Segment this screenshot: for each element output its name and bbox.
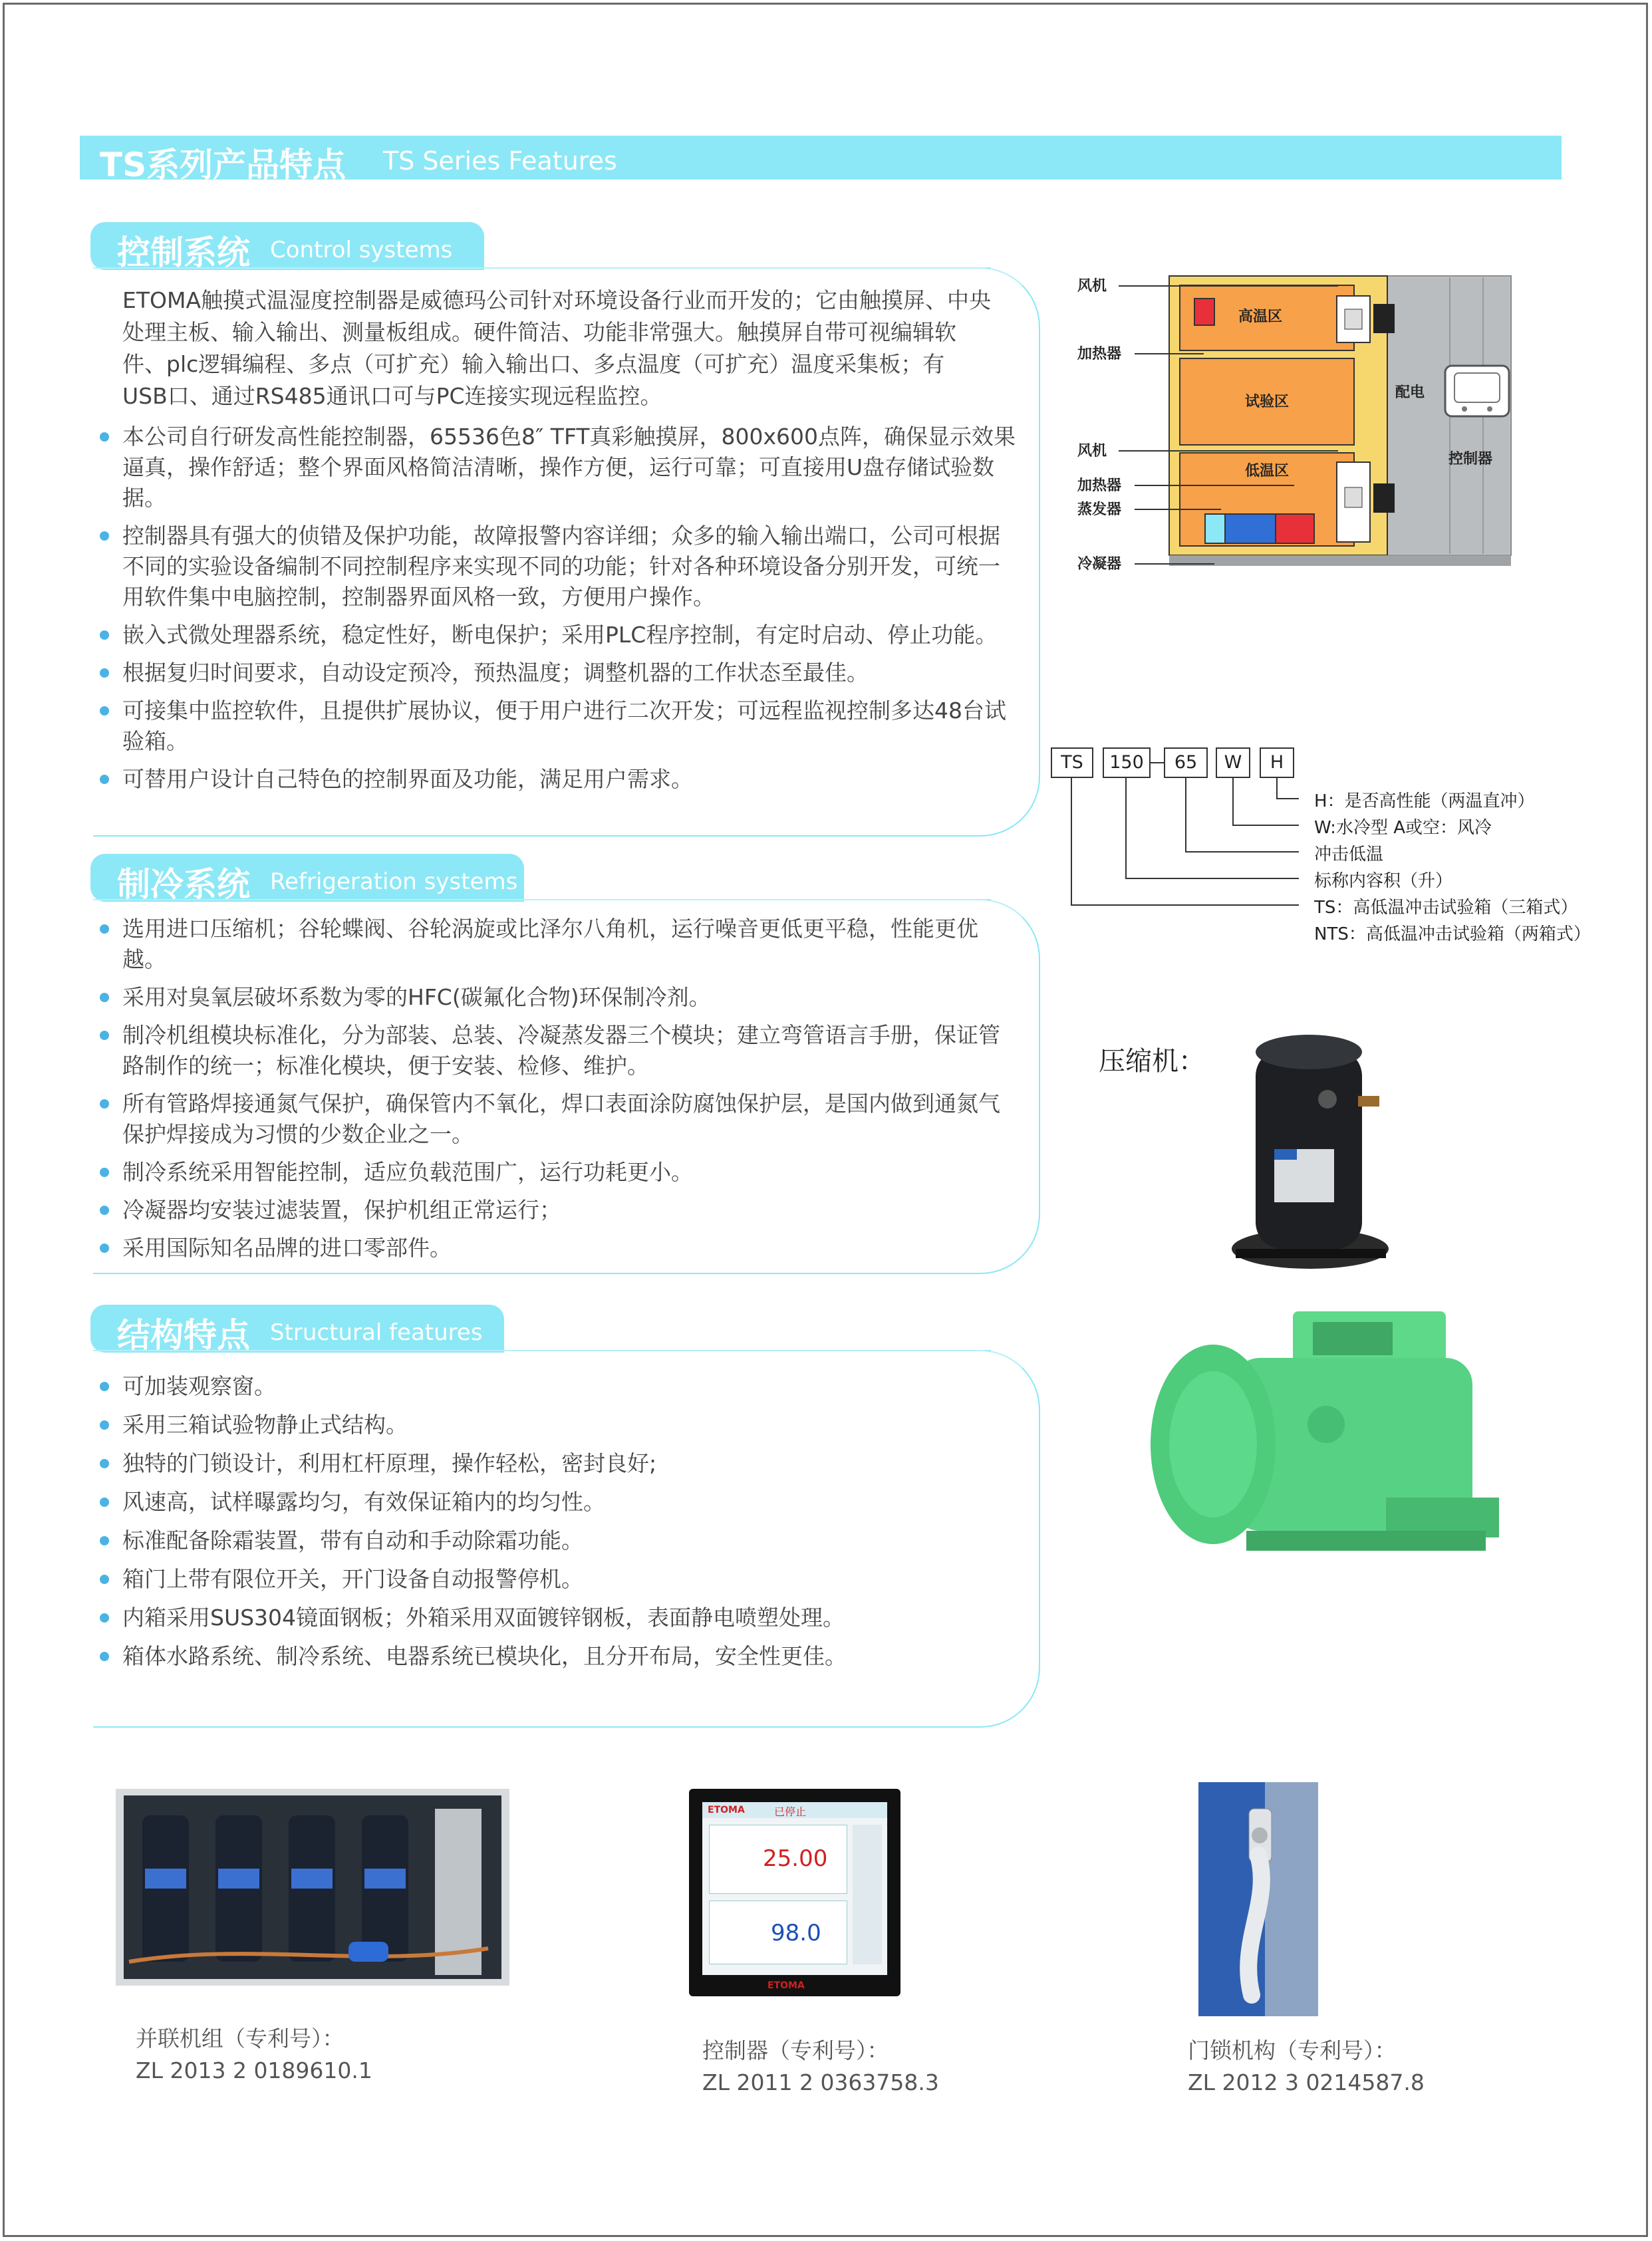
- bullet-icon: [100, 1420, 109, 1430]
- bullet-icon: [100, 706, 109, 716]
- connector-line: [1185, 778, 1186, 853]
- connector-line: [1125, 878, 1299, 879]
- list-item: 箱体水路系统、制冷系统、电器系统已模块化，且分开布局，安全性更佳。: [96, 1641, 1020, 1672]
- list-item: 嵌入式微处理器系统，稳定性好，断电保护；采用PLC程序控制，有定时启动、停止功能。: [96, 620, 1020, 650]
- caption-title: 控制器（专利号）：: [702, 2038, 889, 2063]
- fan-label-bottom: 风机: [1077, 443, 1107, 460]
- list-item: 选用进口压缩机；谷轮蝶阀、谷轮涡旋或比泽尔八角机，运行噪音更低更平稳，性能更优越。: [96, 914, 1020, 975]
- list-item: 风速高，试样曝露均匀，有效保证箱内的均匀性。: [96, 1487, 1020, 1517]
- section-title: 控制系统: [117, 233, 250, 272]
- list-item: 可替用户设计自己特色的控制界面及功能，满足用户需求。: [96, 764, 1020, 795]
- model-code-box: TS: [1051, 747, 1093, 778]
- heater-label-top: 加热器: [1077, 346, 1122, 362]
- bullet-icon: [100, 1459, 109, 1468]
- connector-line: [1125, 778, 1127, 879]
- model-code-desc: W:水冷型 A或空：风冷: [1314, 818, 1492, 838]
- patent-number: ZL 2013 2 0189610.1: [136, 2057, 372, 2083]
- list-item: 可加装观察窗。: [96, 1371, 1020, 1402]
- patent-number: ZL 2012 3 0214587.8: [1188, 2069, 1425, 2095]
- model-code-desc: H：是否高性能（两温直冲）: [1314, 791, 1535, 811]
- evaporator-label: 蒸发器: [1077, 501, 1122, 518]
- leader-line: [1135, 509, 1221, 510]
- door-lock-photo: [1198, 1782, 1318, 2016]
- model-code-box: 150: [1103, 747, 1151, 778]
- leader-line: [1135, 485, 1294, 486]
- section-subtitle: Structural features: [270, 1319, 483, 1346]
- list-item: 独特的门锁设计，利用杠杆原理，操作轻松，密封良好;: [96, 1448, 1020, 1479]
- intro-line: 件、plc逻辑编程、多点（可扩充）输入输出口、多点温度（可扩充）温度采集板；有: [122, 351, 945, 377]
- section-tab-refrigeration: [90, 854, 524, 902]
- controller-screen: [702, 1802, 887, 1975]
- screen-panel: [709, 1825, 847, 1894]
- refrigeration-feature-list: [96, 914, 1020, 1271]
- bullet-icon: [100, 775, 109, 784]
- model-code-desc: NTS：高低温冲击试验箱（两箱式）: [1314, 924, 1591, 944]
- section-subtitle: Refrigeration systems: [270, 868, 518, 895]
- bullet-icon: [100, 1652, 109, 1661]
- bullet-icon: [100, 531, 109, 541]
- humidity-value: 98.0: [771, 1920, 821, 1946]
- list-item: 制冷机组模块标准化，分为部装、总装、冷凝蒸发器三个模块；建立弯管语言手册，保证管路制作的统一；标准化模块，便于安装、检修、维护。: [96, 1020, 1020, 1081]
- caption-title: 并联机组（专利号）：: [136, 2026, 344, 2051]
- connector-line: [1232, 778, 1234, 826]
- screen-header: [702, 1802, 887, 1818]
- fan-label-top: 风机: [1077, 278, 1107, 295]
- bullet-icon: [100, 432, 109, 442]
- intro-line: 处理主板、输入输出、测量板组成。硬件简洁、功能非常强大。触摸屏自带可视编辑软: [122, 319, 956, 345]
- caption-parallel-unit: [136, 2023, 372, 2087]
- leader-line: [1135, 563, 1214, 565]
- section-title: 制冷系统: [117, 865, 250, 904]
- bullet-icon: [100, 668, 109, 678]
- condenser-label: 冷凝器: [1077, 556, 1122, 573]
- list-item: 采用国际知名品牌的进口零部件。: [96, 1233, 1020, 1263]
- controller-photo: [689, 1789, 900, 1996]
- model-code-desc: 冲击低温: [1314, 845, 1384, 864]
- parallel-unit-photo: [116, 1789, 509, 1986]
- list-item: 所有管路焊接通氮气保护，确保管内不氧化，焊口表面涂防腐蚀保护层，是国内做到通氮气保护焊接成为习惯的少数企业之一。: [96, 1089, 1020, 1150]
- page-title: TS系列产品特点: [100, 146, 346, 184]
- heater-label-bottom: 加热器: [1077, 477, 1122, 494]
- dash: [1151, 762, 1164, 763]
- screen-brand: ETOMA: [708, 1805, 745, 1815]
- model-code-box: H: [1260, 747, 1294, 778]
- bullet-icon: [100, 1575, 109, 1584]
- test-zone-label: 试验区: [1245, 394, 1290, 410]
- caption-title: 门锁机构（专利号）：: [1188, 2038, 1397, 2063]
- power-label: 配电: [1395, 384, 1425, 401]
- model-code-desc: 标称内容积（升）: [1314, 871, 1453, 891]
- caption-controller: [702, 2035, 939, 2099]
- connector-line: [1276, 778, 1278, 799]
- section-tab-structure: [90, 1305, 504, 1353]
- model-code-box: W: [1216, 747, 1250, 778]
- list-item: 采用对臭氧层破坏系数为零的HFC(碳氟化合物)环保制冷剂。: [96, 982, 1020, 1013]
- section-tab-control: [90, 222, 484, 270]
- list-item: 箱门上带有限位开关，开门设备自动报警停机。: [96, 1564, 1020, 1595]
- bullet-icon: [100, 1382, 109, 1391]
- list-item: 标准配备除霜装置，带有自动和手动除霜功能。: [96, 1525, 1020, 1556]
- intro-line: ETOMA触摸式温湿度控制器是威德玛公司针对环境设备行业而开发的；它由触摸屏、中央: [122, 287, 992, 313]
- list-item: 根据复归时间要求，自动设定预冷，预热温度；调整机器的工作状态至最佳。: [96, 658, 1020, 688]
- connector-line: [1071, 904, 1299, 906]
- list-item: 制冷系统采用智能控制，适应负载范围广，运行功耗更小。: [96, 1157, 1020, 1188]
- bullet-icon: [100, 1613, 109, 1623]
- leader-line: [1119, 450, 1338, 452]
- screen-status: 已停止: [774, 1805, 807, 1818]
- bullet-icon: [100, 630, 109, 640]
- control-intro: [122, 285, 1027, 412]
- scroll-compressor-image: [1228, 1029, 1394, 1282]
- low-zone-label: 低温区: [1245, 463, 1290, 479]
- page-header: [80, 136, 1562, 184]
- bullet-icon: [100, 1498, 109, 1507]
- bullet-icon: [100, 1536, 109, 1545]
- leader-line: [1135, 353, 1204, 354]
- bullet-icon: [100, 1168, 109, 1177]
- screen-panel: [709, 1901, 847, 1964]
- bullet-icon: [100, 1031, 109, 1040]
- section-title: 结构特点: [117, 1316, 250, 1355]
- list-item: 内箱采用SUS304镜面钢板；外箱采用双面镀锌钢板，表面静电喷塑处理。: [96, 1603, 1020, 1633]
- leader-line: [1119, 285, 1338, 287]
- chamber-diagram: [1077, 269, 1516, 589]
- page-subtitle: TS Series Features: [383, 146, 617, 176]
- bullet-icon: [100, 1244, 109, 1253]
- connector-line: [1276, 798, 1299, 799]
- bullet-icon: [100, 993, 109, 1002]
- list-item: 可接集中监控软件，且提供扩展协议，便于用户进行二次开发；可远程监视控制多达48台试验箱。: [96, 696, 1020, 757]
- control-feature-list: [96, 422, 1020, 802]
- chamber-diagram-graphic: [1077, 269, 1516, 589]
- bullet-icon: [100, 924, 109, 934]
- screen-side-menu: [853, 1825, 882, 1964]
- section-subtitle: Control systems: [270, 237, 453, 263]
- structure-feature-list: [96, 1371, 1020, 1680]
- high-zone-label: 高温区: [1238, 309, 1283, 325]
- model-code-box: 65: [1164, 747, 1208, 778]
- list-item: 采用三箱试验物静止式结构。: [96, 1410, 1020, 1440]
- controller-label: 控制器: [1448, 451, 1493, 467]
- compressor-label: 压缩机：: [1099, 1046, 1205, 1077]
- model-code-desc: TS：高低温冲击试验箱（三箱式）: [1314, 898, 1578, 918]
- intro-line: USB口、通过RS485通讯口可与PC连接实现远程监控。: [122, 383, 662, 409]
- list-item: 冷凝器均安装过滤装置，保护机组正常运行；: [96, 1195, 1020, 1226]
- list-item: 控制器具有强大的侦错及保护功能，故障报警内容详细；众多的输入输出端口，公司可根据不同的实验设备编制不同控制程序来实现不同的功能；针对各种环境设备分别开发，可统一用软件集中电脑控制，控制器界面风格一致，方便用户操作。: [96, 521, 1020, 612]
- connector-line: [1232, 825, 1299, 826]
- connector-line: [1071, 778, 1072, 906]
- connector-line: [1185, 851, 1299, 853]
- caption-door-lock: [1188, 2035, 1425, 2099]
- bullet-icon: [100, 1206, 109, 1215]
- temperature-value: 25.00: [763, 1845, 828, 1872]
- model-code-diagram: [1051, 747, 1591, 960]
- bezel-brand: ETOMA: [767, 1980, 805, 1991]
- bullet-icon: [100, 1099, 109, 1109]
- patent-number: ZL 2011 2 0363758.3: [702, 2069, 939, 2095]
- list-item: 本公司自行研发高性能控制器，65536色8″ TFT真彩触摸屏，800x600点阵，确保显示效果逼真，操作舒适；整个界面风格简洁清晰，操作方便，运行可靠；可直接用U盘存储试验数据。: [96, 422, 1020, 513]
- semi-hermetic-compressor-image: [1147, 1311, 1519, 1577]
